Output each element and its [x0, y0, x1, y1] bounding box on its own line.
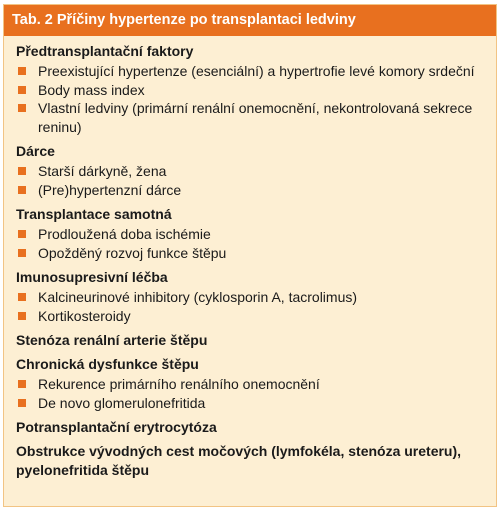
item-list	[16, 288, 486, 325]
table-content	[4, 36, 496, 480]
section	[16, 268, 486, 325]
list-item	[16, 225, 486, 244]
item-list	[16, 225, 486, 262]
section-heading: Chronická dysfunkce štěpu	[16, 356, 199, 372]
square-bullet-icon	[18, 86, 26, 94]
list-item-text: Body mass index	[38, 81, 145, 98]
square-bullet-icon	[18, 186, 26, 194]
list-item	[16, 81, 486, 100]
section-heading: Imunosupresivní léčba	[16, 269, 168, 285]
section-heading: Stenóza renální arterie štěpu	[16, 332, 208, 348]
list-item-text: Opožděný rozvoj funkce štěpu	[38, 244, 227, 261]
section-heading: Dárce	[16, 143, 55, 159]
section	[16, 205, 486, 262]
square-bullet-icon	[18, 167, 26, 175]
list-item-text: Preexistující hypertenze (esenciální) a hypertrofie levé komory srdeční	[38, 63, 475, 79]
square-bullet-icon	[18, 380, 26, 388]
list-item-text: Prodloužená doba ischémie	[38, 226, 211, 242]
square-bullet-icon	[18, 249, 26, 257]
square-bullet-icon	[18, 293, 26, 301]
list-item-text: Vlastní ledviny (primární renální onemocnění, nekontrolovaná sekrece reninu)	[38, 100, 473, 135]
section	[16, 42, 486, 136]
list-item-text: De novo glomerulonefritida	[38, 394, 206, 411]
list-item	[16, 181, 486, 200]
list-item-text: Starší dárkyně, žena	[38, 163, 167, 179]
list-item-text: Kalcineurinové inhibitory (cyklosporin A, tacrolimus)	[38, 289, 358, 305]
item-list	[16, 162, 486, 199]
list-item	[16, 99, 486, 136]
square-bullet-icon	[18, 104, 26, 112]
table-box	[3, 4, 497, 507]
section	[16, 442, 486, 480]
square-bullet-icon	[18, 312, 26, 320]
square-bullet-icon	[18, 230, 26, 238]
section	[16, 418, 486, 437]
section	[16, 331, 486, 350]
list-item	[16, 394, 486, 413]
list-item	[16, 162, 486, 181]
list-item	[16, 375, 486, 394]
list-item	[16, 288, 486, 307]
section-heading: Transplantace samotná	[16, 206, 172, 222]
item-list	[16, 375, 486, 412]
list-item-text: Rekurence primárního renálního onemocnění	[38, 376, 320, 392]
section	[16, 142, 486, 199]
table-title: Tab. 2 Příčiny hypertenze po transplantaci ledviny	[4, 5, 496, 36]
square-bullet-icon	[18, 67, 26, 75]
item-list	[16, 62, 486, 136]
list-item-text: Kortikosteroidy	[38, 307, 131, 324]
list-item	[16, 244, 486, 263]
list-item-text: (Pre)hypertenzní dárce	[38, 181, 182, 198]
section-heading: Potransplantační erytrocytóza	[16, 419, 217, 435]
section	[16, 355, 486, 412]
list-item	[16, 62, 486, 81]
section-heading: Předtransplantační faktory	[16, 43, 194, 59]
square-bullet-icon	[18, 399, 26, 407]
list-item	[16, 307, 486, 326]
section-heading: Obstrukce vývodných cest močových (lymfokéla, stenóza ureteru), pyelonefritida štěpu	[16, 443, 462, 478]
